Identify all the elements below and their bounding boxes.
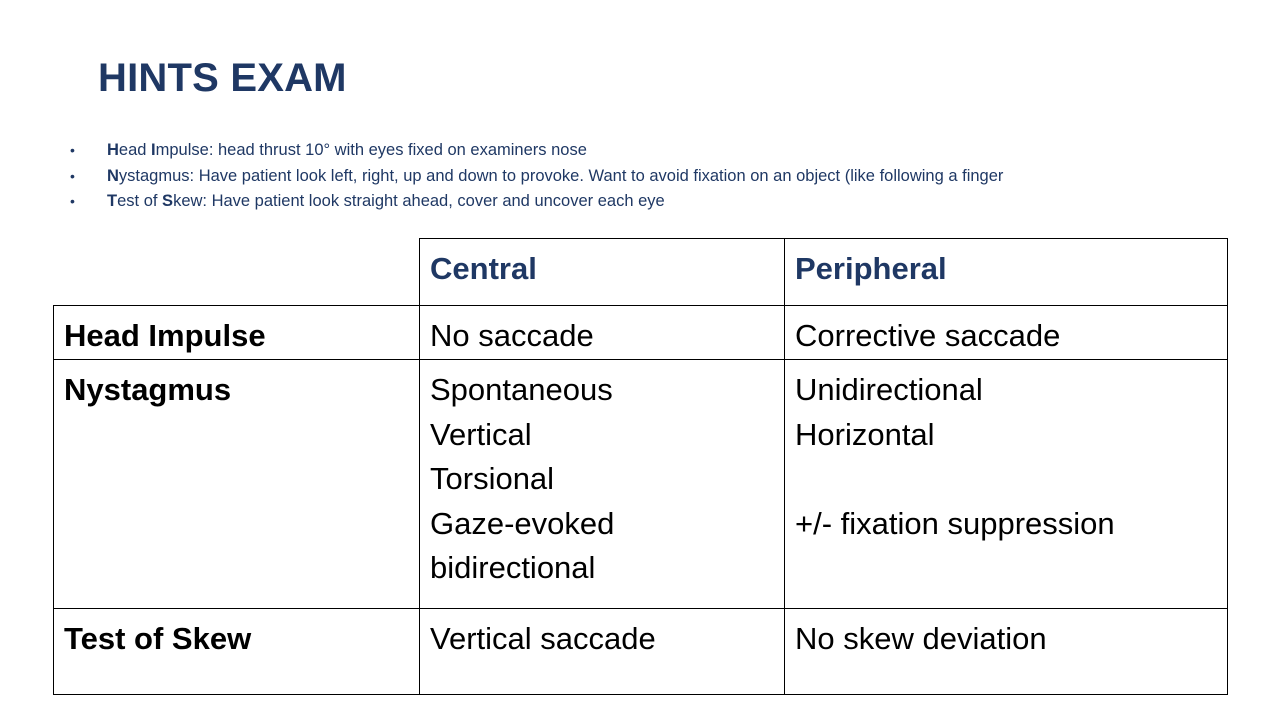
cell-line-blank xyxy=(795,457,1217,502)
central-cell xyxy=(420,360,785,609)
row-label: Test of Skew xyxy=(64,621,252,656)
bullet-initial: I xyxy=(151,141,156,159)
bullet-text: est of xyxy=(117,192,163,210)
peripheral-cell xyxy=(785,306,1228,360)
row-label: Head Impulse xyxy=(64,318,266,353)
peripheral-cell xyxy=(785,360,1228,609)
bullet-icon: • xyxy=(70,167,75,184)
cell-line: Vertical saccade xyxy=(430,621,656,656)
hints-table xyxy=(53,238,1228,695)
bullet-text: kew: Have patient look straight ahead, cover and uncover each eye xyxy=(173,192,665,210)
bullet-icon: • xyxy=(70,142,75,158)
cell-line: Vertical xyxy=(430,416,532,452)
cell-line: Unidirectional xyxy=(795,372,983,407)
cell-line: Gaze-evoked xyxy=(430,505,615,541)
table-header-row xyxy=(54,239,1228,306)
bullet-initial: T xyxy=(107,192,118,210)
cell-line: Horizontal xyxy=(795,416,935,452)
central-cell xyxy=(420,609,785,695)
bullet-list xyxy=(70,138,1003,215)
bullet-text: mpulse: head thrust 10° with eyes fixed on examiners nose xyxy=(155,141,587,159)
column-header-peripheral: Peripheral xyxy=(785,239,1228,306)
bullet-item-nystagmus xyxy=(70,164,1003,190)
row-label: Nystagmus xyxy=(64,372,232,407)
central-cell xyxy=(420,306,785,360)
bullet-initial: S xyxy=(162,192,174,210)
row-header-head-impulse xyxy=(54,306,420,360)
peripheral-cell xyxy=(785,609,1228,695)
row-header-test-of-skew xyxy=(54,609,420,695)
cell-line: +/- fixation suppression xyxy=(795,505,1115,541)
cell-line: Spontaneous xyxy=(430,372,613,407)
cell-line: Corrective saccade xyxy=(795,318,1061,353)
bullet-initial: N xyxy=(107,166,119,185)
cell-line: No saccade xyxy=(430,318,594,353)
table-row xyxy=(54,306,1228,360)
cell-line: Torsional xyxy=(430,461,555,496)
cell-line: bidirectional xyxy=(430,550,596,585)
table-row xyxy=(54,609,1228,695)
bullet-item-test-of-skew xyxy=(70,189,1003,215)
slide-title: HINTS EXAM xyxy=(98,56,347,100)
bullet-icon: • xyxy=(70,193,75,209)
row-header-nystagmus xyxy=(54,360,420,609)
bullet-text: ystagmus: Have patient look left, right, up and down to provoke. Want to avoid fixation on an object (like following a finger xyxy=(118,166,1004,185)
bullet-text: ead xyxy=(118,141,152,159)
column-header-central: Central xyxy=(420,239,785,306)
bullet-initial: H xyxy=(107,141,119,159)
bullet-item-head-impulse xyxy=(70,138,1003,164)
table-corner-cell xyxy=(54,239,420,306)
table-row xyxy=(54,360,1228,609)
cell-line: No skew deviation xyxy=(795,621,1047,656)
